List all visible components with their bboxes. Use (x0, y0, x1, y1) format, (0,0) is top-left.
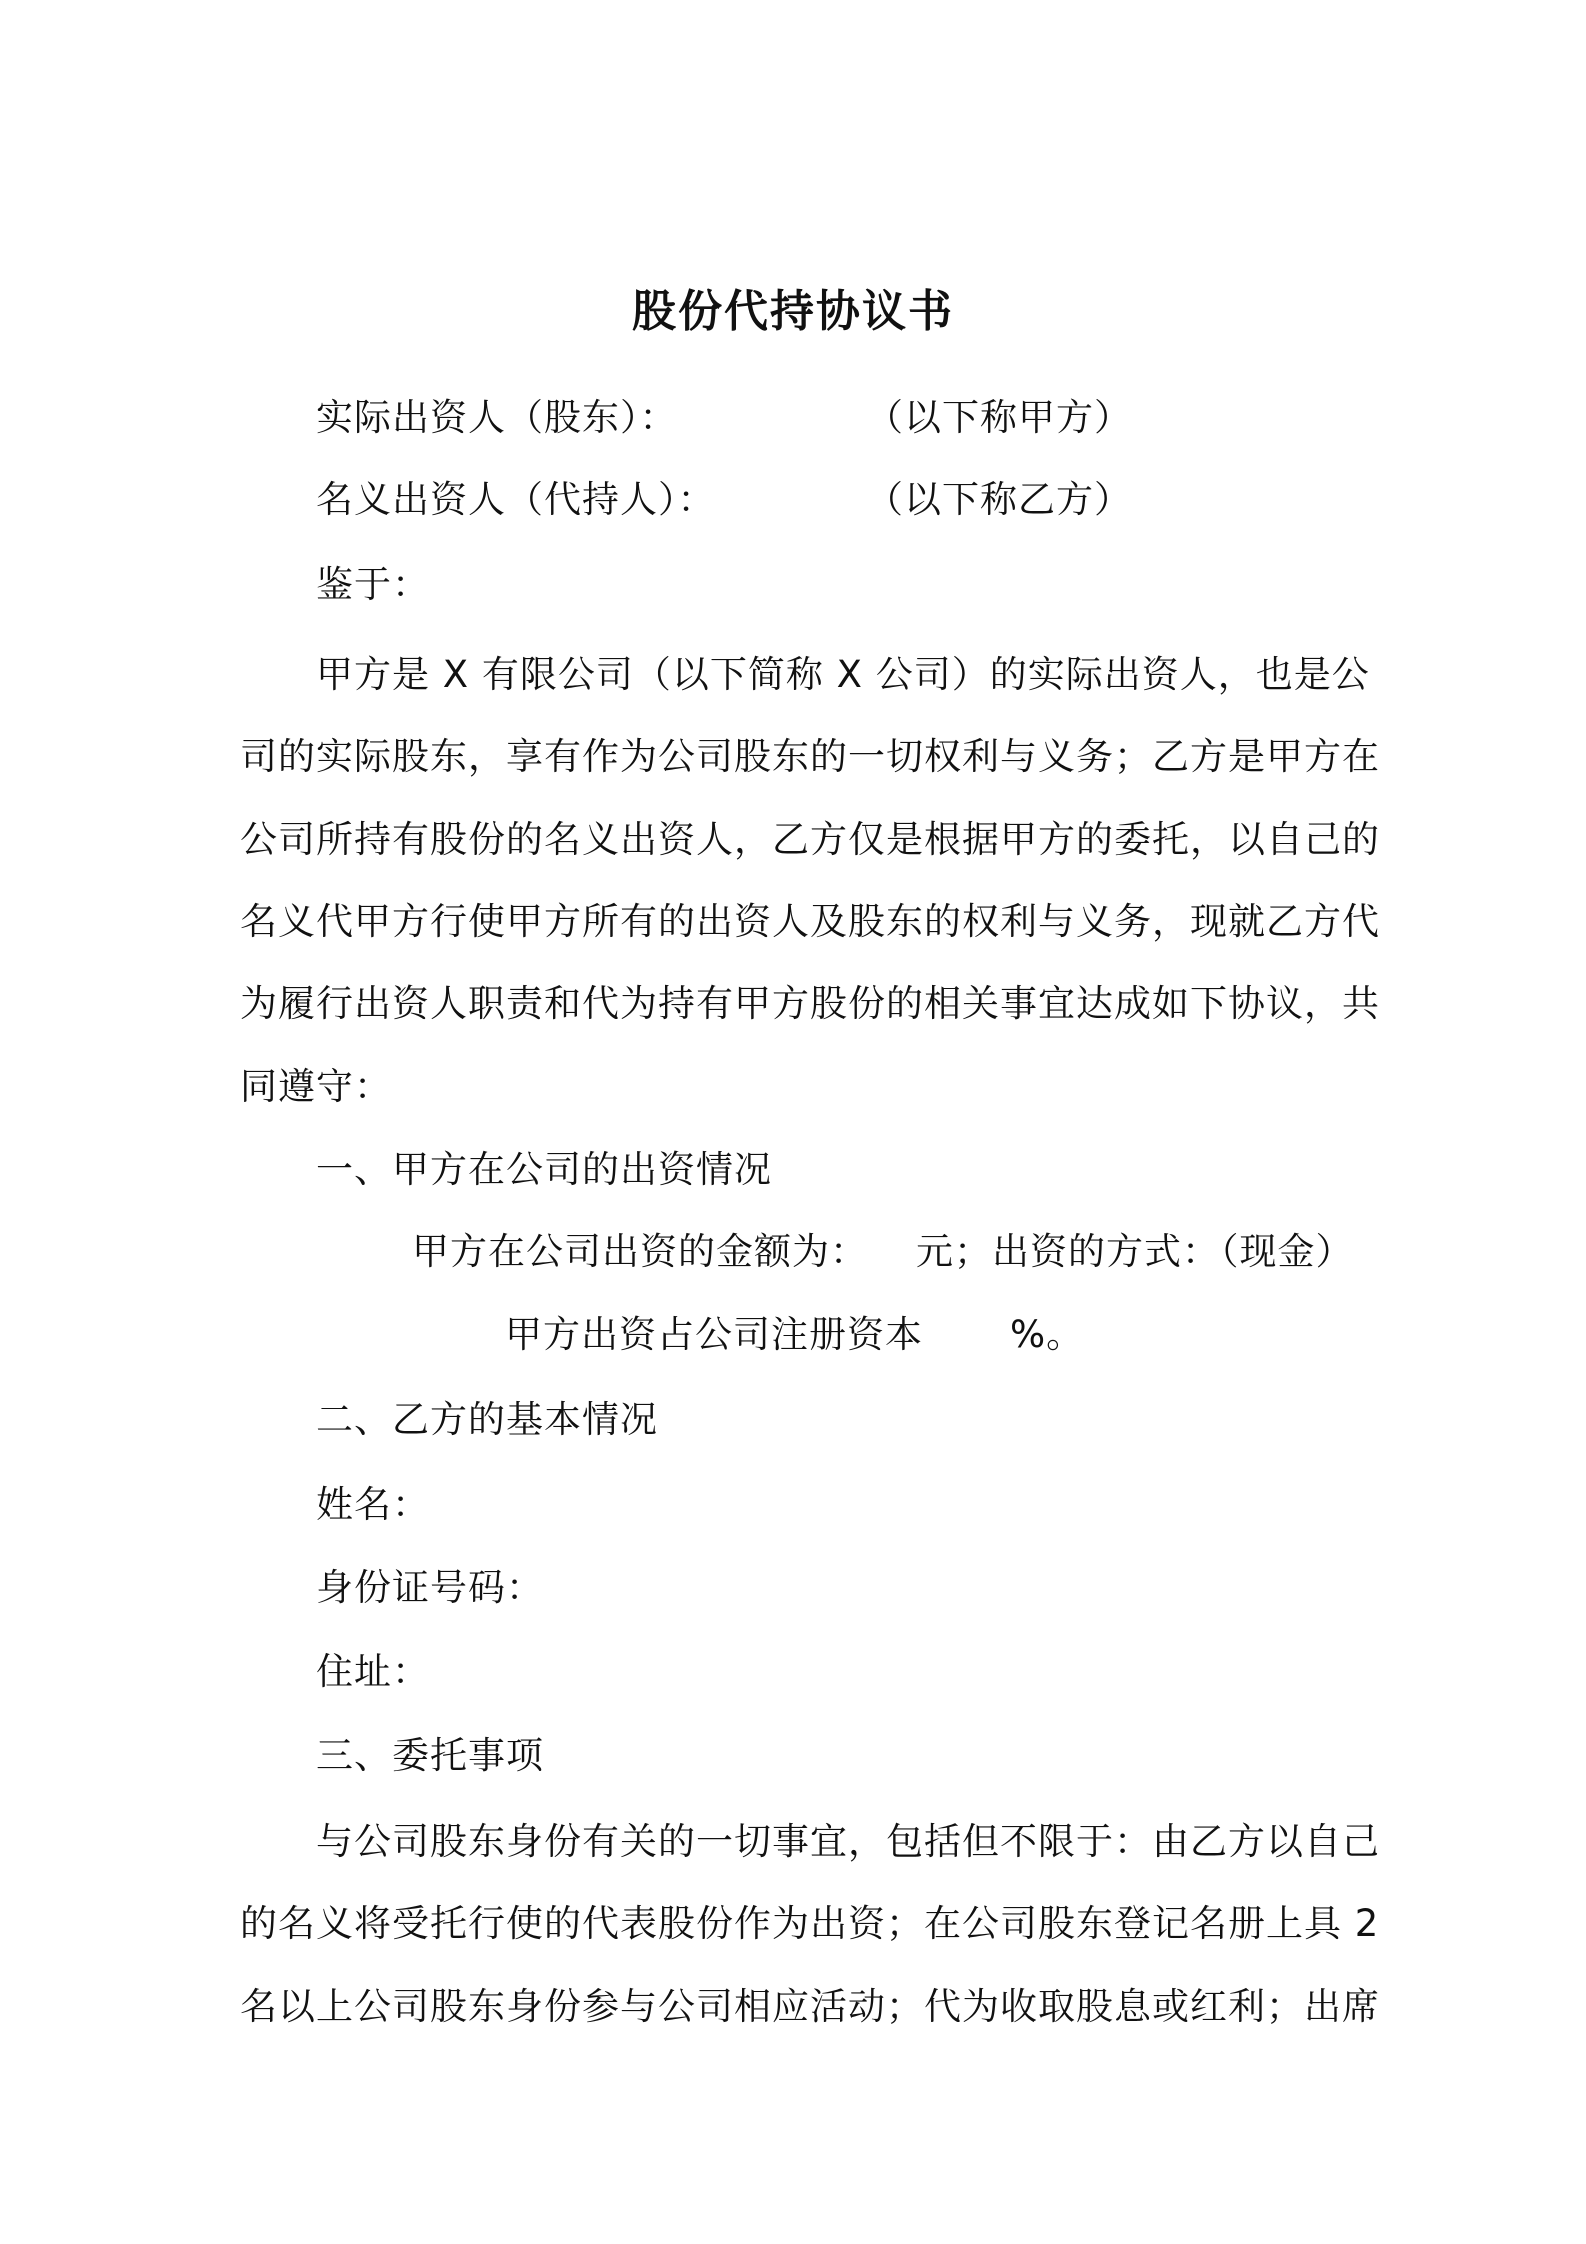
address-label: 住址： (316, 1650, 430, 1693)
entrustment-line: 与公司股东身份有关的一切事宜，包括但不限于：由乙方以自己 (316, 1820, 1380, 1863)
recital-line: 甲方是 X 有限公司（以下简称 X 公司）的实际出资人，也是公 (316, 653, 1370, 696)
recital-line: 公司所持有股份的名义出资人，乙方仅是根据甲方的委托，以自己的 (240, 818, 1380, 861)
whereas-label: 鉴于： (316, 563, 430, 606)
section-heading-2: 二、乙方的基本情况 (316, 1398, 658, 1441)
entrustment-line: 的名义将受托行使的代表股份作为出资；在公司股东登记名册上具 2 (240, 1902, 1380, 1945)
contribution-amount-suffix: 元；出资的方式：（现金） (916, 1230, 1354, 1273)
recital-line: 同遵守： (240, 1065, 392, 1108)
recital-line: 为履行出资人职责和代为持有甲方股份的相关事宜达成如下协议，共 (240, 982, 1380, 1025)
recital-line: 名义代甲方行使甲方所有的出资人及股东的权利与义务，现就乙方代 (240, 900, 1380, 943)
recital-line: 司的实际股东，享有作为公司股东的一切权利与义务；乙方是甲方在 (240, 735, 1380, 778)
section-heading-3: 三、委托事项 (316, 1734, 544, 1777)
share-ratio-label: 甲方出资占公司注册资本 (505, 1313, 923, 1356)
share-ratio-suffix: %。 (1010, 1313, 1085, 1356)
party-b-label: 名义出资人（代持人）： (316, 478, 716, 521)
name-label: 姓名： (316, 1483, 430, 1526)
party-a-suffix: （以下称甲方） (866, 396, 1132, 439)
contribution-amount-label: 甲方在公司出资的金额为： (412, 1230, 868, 1273)
id-number-label: 身份证号码： (316, 1566, 544, 1609)
entrustment-line: 名以上公司股东身份参与公司相应活动；代为收取股息或红利；出席 (240, 1985, 1380, 2028)
party-b-suffix: （以下称乙方） (866, 478, 1132, 521)
section-heading-1: 一、甲方在公司的出资情况 (316, 1148, 772, 1191)
party-a-label: 实际出资人（股东）： (316, 396, 678, 439)
document-title: 股份代持协议书 (632, 286, 954, 337)
